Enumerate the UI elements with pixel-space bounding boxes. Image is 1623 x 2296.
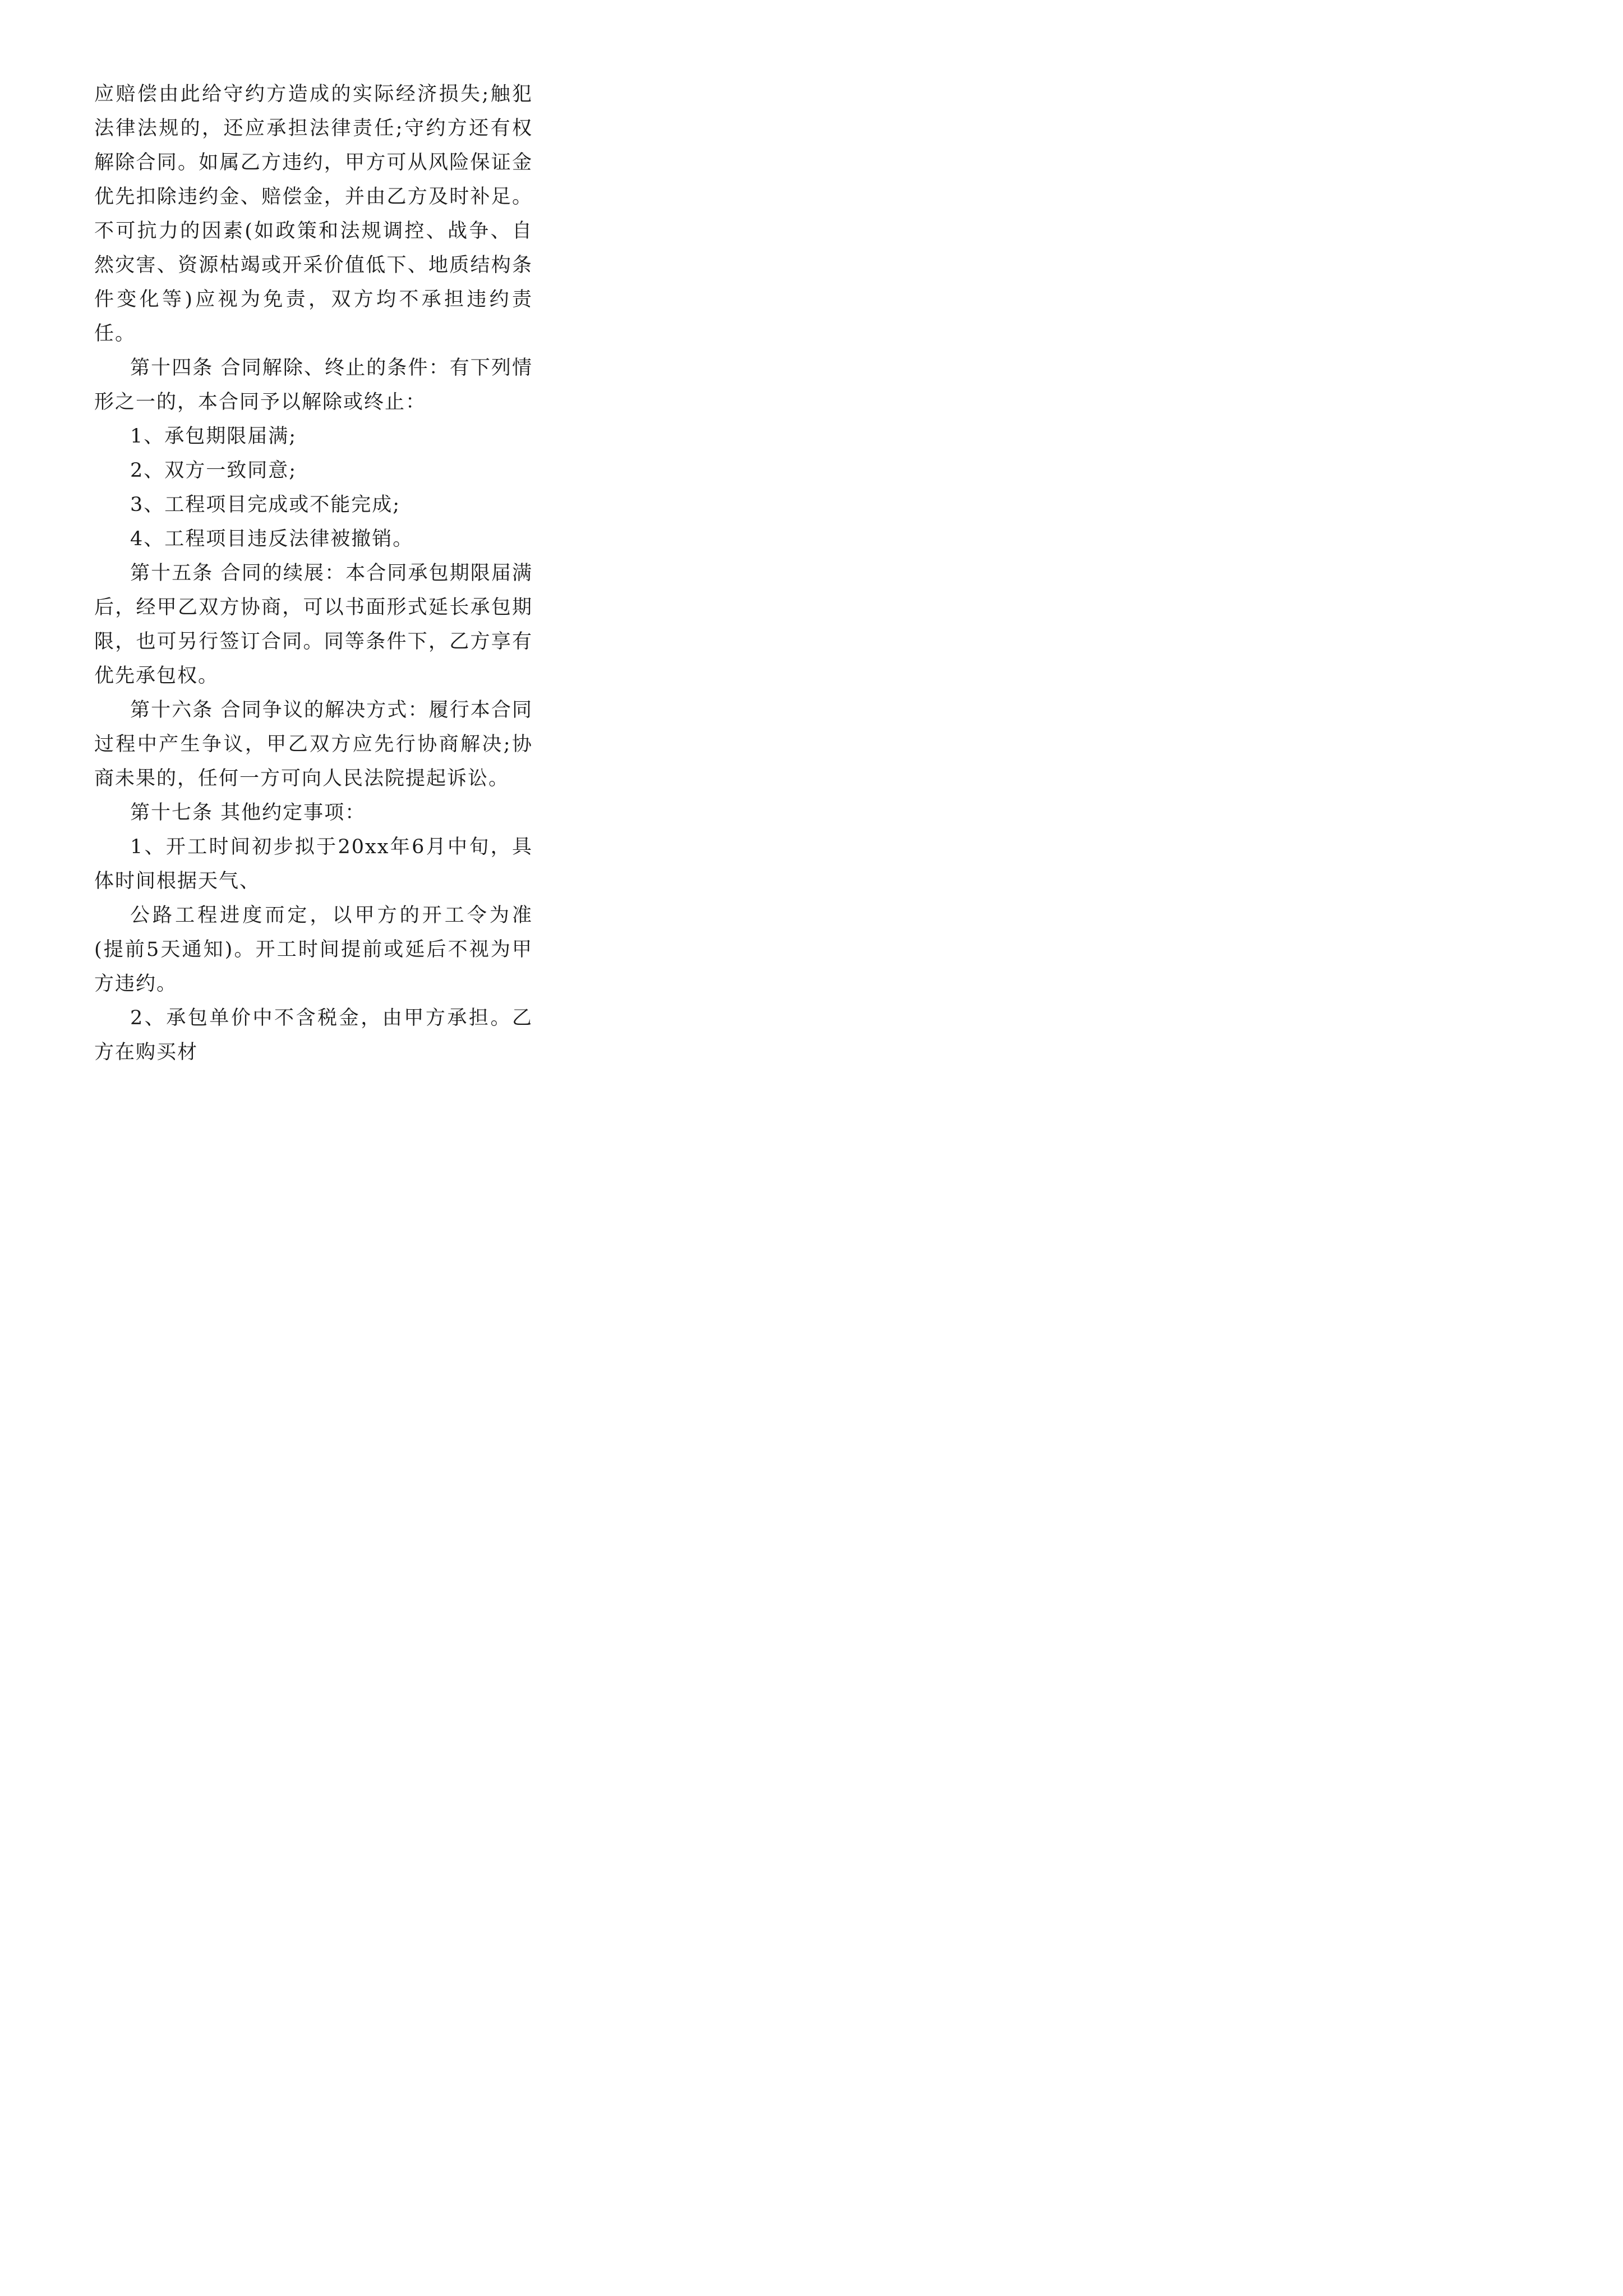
list-item-unit-price-tax: 2、承包单价中不含税金，由甲方承担。乙方在购买材 <box>94 1007 533 1064</box>
document-page <box>0 0 617 1064</box>
document-body <box>94 77 533 1070</box>
paragraph-article-14: 第十四条 合同解除、终止的条件：有下列情形之一的，本合同予以解除或终止： <box>94 357 533 413</box>
list-item-project-revoked: 4、工程项目违反法律被撤销。 <box>130 528 414 550</box>
paragraph-liability: 应赔偿由此给守约方造成的实际经济损失;触犯法律法规的，还应承担法律责任;守约方还有权解除合同。如属乙方违约，甲方可从风险保证金优先扣除违约金、赔偿金，并由乙方及时补足。不可抗力的因素(如政策和法规调控、战争、自然灾害、资源枯竭或开采价值低下、地质结构条件变化等)应视为免责，双方均不承担违约责任。 <box>94 83 533 345</box>
list-item-term-expiry: 1、承包期限届满; <box>130 425 297 448</box>
paragraph-article-16: 第十六条 合同争议的解决方式：履行本合同过程中产生争议，甲乙双方应先行协商解决;协商未果的，任何一方可向人民法院提起诉讼。 <box>94 699 533 790</box>
paragraph-article-15: 第十五条 合同的续展：本合同承包期限届满后，经甲乙双方协商，可以书面形式延长承包期限，也可另行签订合同。同等条件下，乙方享有优先承包权。 <box>94 562 533 687</box>
paragraph-article-17: 第十七条 其他约定事项： <box>130 802 366 824</box>
paragraph-start-order: 公路工程进度而定，以甲方的开工令为准(提前5天通知)。开工时间提前或延后不视为甲方违约。 <box>94 904 533 995</box>
list-item-start-date: 1、开工时间初步拟于20xx年6月中旬，具体时间根据天气、 <box>94 836 533 892</box>
list-item-mutual-consent: 2、双方一致同意; <box>130 459 297 482</box>
list-item-project-completion: 3、工程项目完成或不能完成; <box>130 494 401 516</box>
